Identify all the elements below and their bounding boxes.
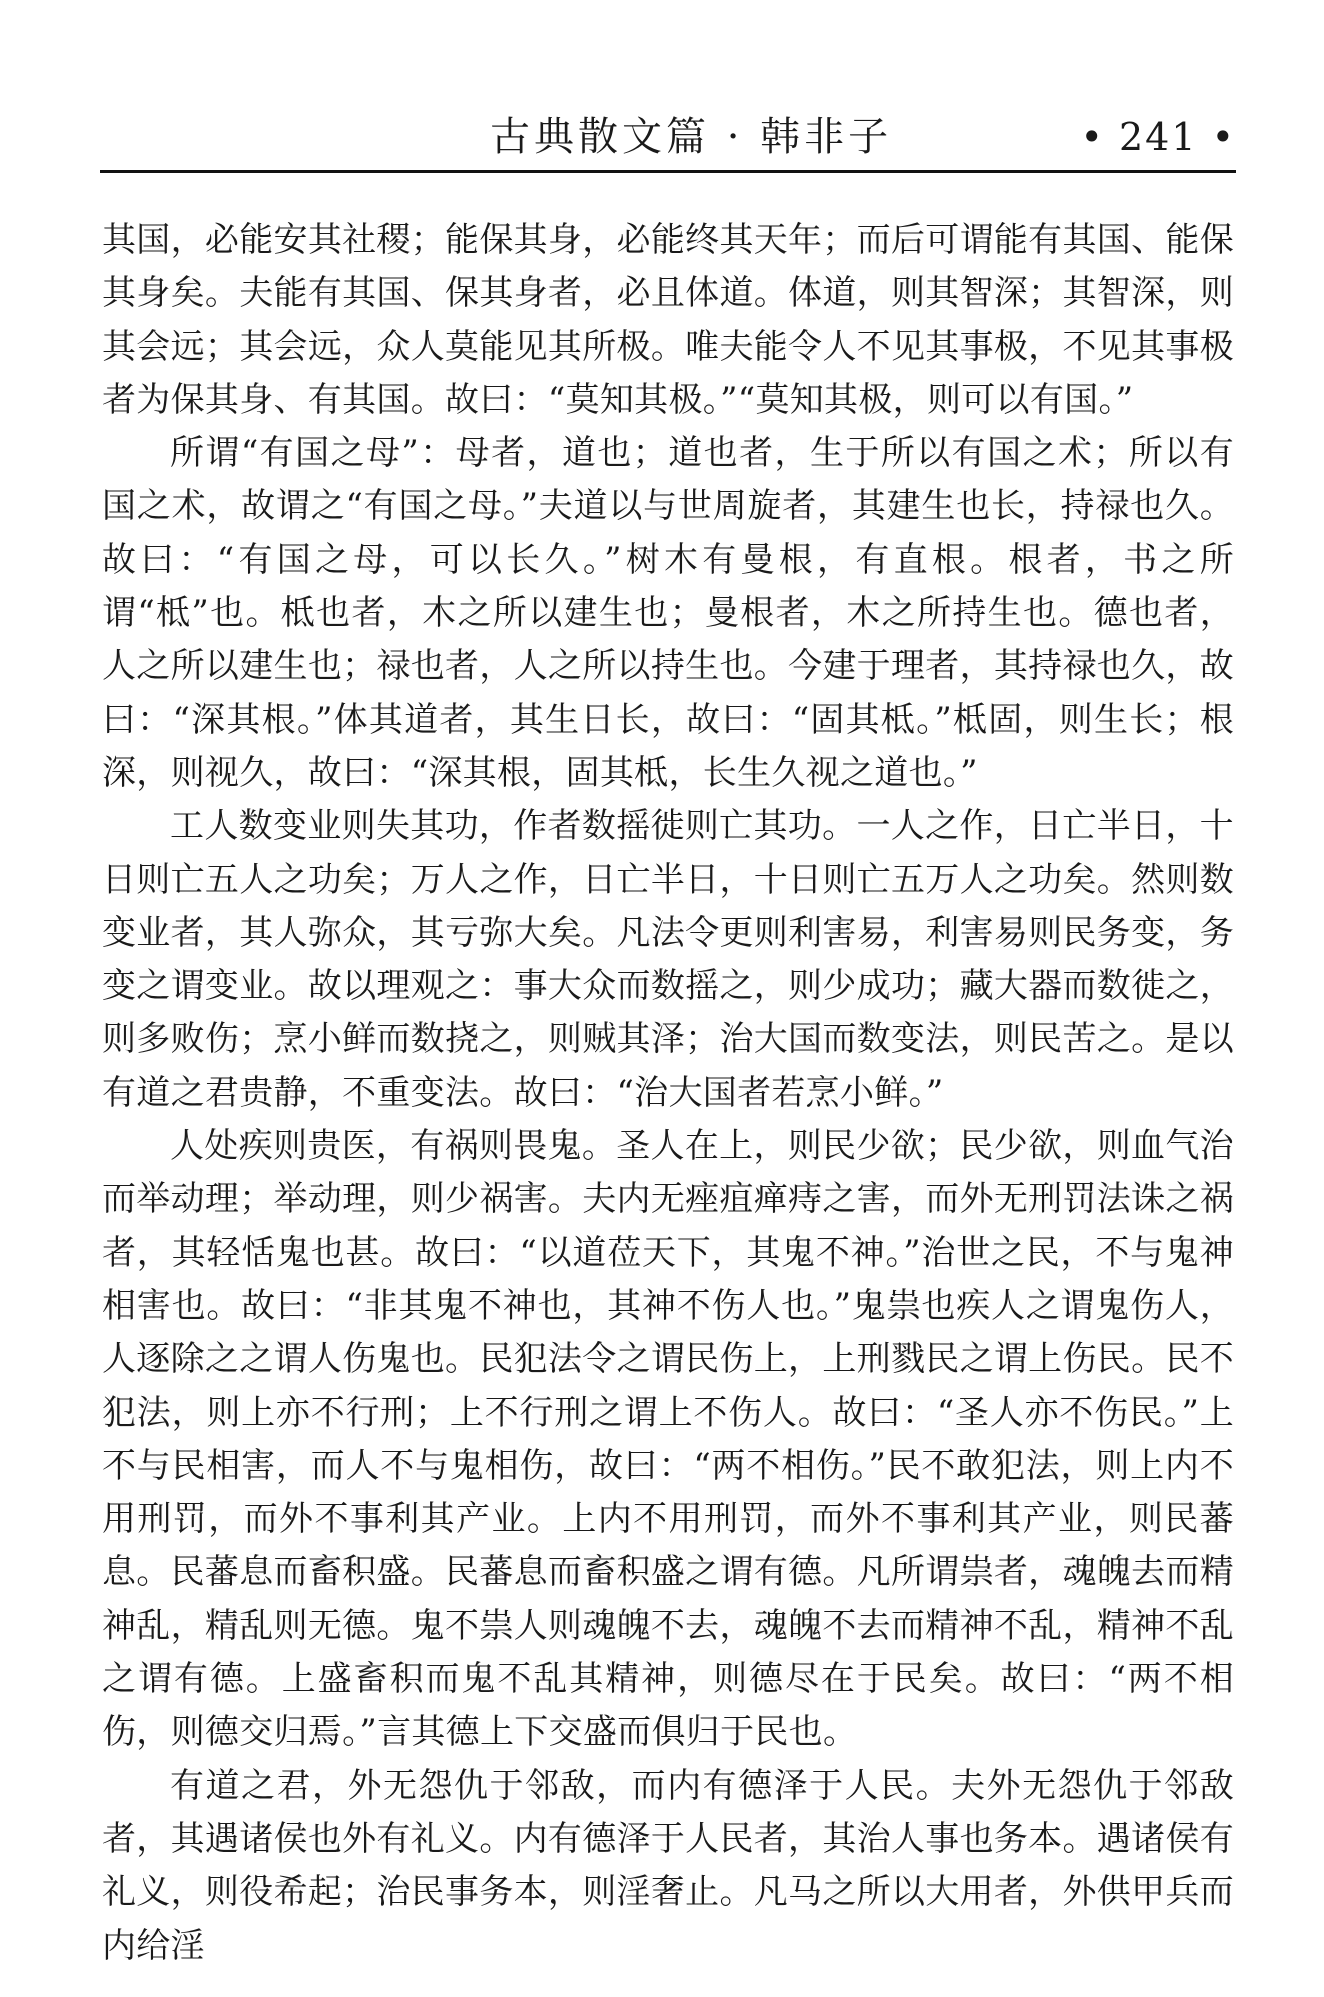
paragraph: 其国，必能安其社稷；能保其身，必能终其天年；而后可谓能有其国、能保其身矣。夫能有其国、保其身者，必且体道。体道，则其智深；其智深，则其会远；其会远，众人莫能见其所极。唯夫能令人不见其事极，不见其事极者为保其身、有其国。故曰：“莫知其极。”“莫知其极，则可以有国。” xyxy=(102,220,1234,420)
header-divider xyxy=(100,170,1236,173)
page-number: • 241 • xyxy=(1080,115,1236,159)
running-header xyxy=(100,108,1236,166)
paragraph: 所谓“有国之母”：母者，道也；道也者，生于所以有国之术；所以有国之术，故谓之“有国之母。”夫道以与世周旋者，其建生也长，持禄也久。故曰：“有国之母，可以长久。”树木有曼根，有直根。根者，书之所谓“柢”也。柢也者，木之所以建生也；曼根者，木之所持生也。德也者，人之所以建生也；禄也者，人之所以持生也。今建于理者，其持禄也久，故曰：“深其根。”体其道者，其生日长，故曰：“固其柢。”柢固，则生长；根深，则视久，故曰：“深其根，固其柢，长生久视之道也。” xyxy=(102,433,1234,793)
running-header-title: 古典散文篇 · 韩非子 xyxy=(490,114,893,160)
paragraph: 有道之君，外无怨仇于邻敌，而内有德泽于人民。夫外无怨仇于邻敌者，其遇诸侯也外有礼义。内有德泽于人民者，其治人事也务本。遇诸侯有礼义，则役希起；治民事务本，则淫奢止。凡马之所以大用者，外供甲兵而内给淫 xyxy=(102,1765,1234,1966)
body-text xyxy=(102,214,1234,1973)
paragraph: 人处疾则贵医，有祸则畏鬼。圣人在上，则民少欲；民少欲，则血气治而举动理；举动理，则少祸害。夫内无痤疽瘅痔之害，而外无刑罚法诛之祸者，其轻恬鬼也甚。故曰：“以道莅天下，其鬼不神。”治世之民，不与鬼神相害也。故曰：“非其鬼不神也，其神不伤人也。”鬼祟也疾人之谓鬼伤人，人逐除之之谓人伤鬼也。民犯法令之谓民伤上，上刑戮民之谓上伤民。民不犯法，则上亦不行刑；上不行刑之谓上不伤人。故曰：“圣人亦不伤民。”上不与民相害，而人不与鬼相伤，故曰：“两不相伤。”民不敢犯法，则上内不用刑罚，而外不事利其产业。上内不用刑罚，而外不事利其产业，则民蕃息。民蕃息而畜积盛。民蕃息而畜积盛之谓有德。凡所谓祟者，魂魄去而精神乱，精乱则无德。鬼不祟人则魂魄不去，魂魄不去而精神不乱，精神不乱之谓有德。上盛畜积而鬼不乱其精神，则德尽在于民矣。故曰：“两不相伤，则德交归焉。”言其德上下交盛而俱归于民也。 xyxy=(102,1126,1234,1753)
paragraph: 工人数变业则失其功，作者数摇徙则亡其功。一人之作，日亡半日，十日则亡五人之功矣；万人之作，日亡半日，十日则亡五万人之功矣。然则数变业者，其人弥众，其亏弥大矣。凡法令更则利害易，利害易则民务变，务变之谓变业。故以理观之：事大众而数摇之，则少成功；藏大器而数徙之，则多败伤；烹小鲜而数挠之，则贼其泽；治大国而数变法，则民苦之。是以有道之君贵静，不重变法。故曰：“治大国者若烹小鲜。” xyxy=(102,806,1234,1113)
